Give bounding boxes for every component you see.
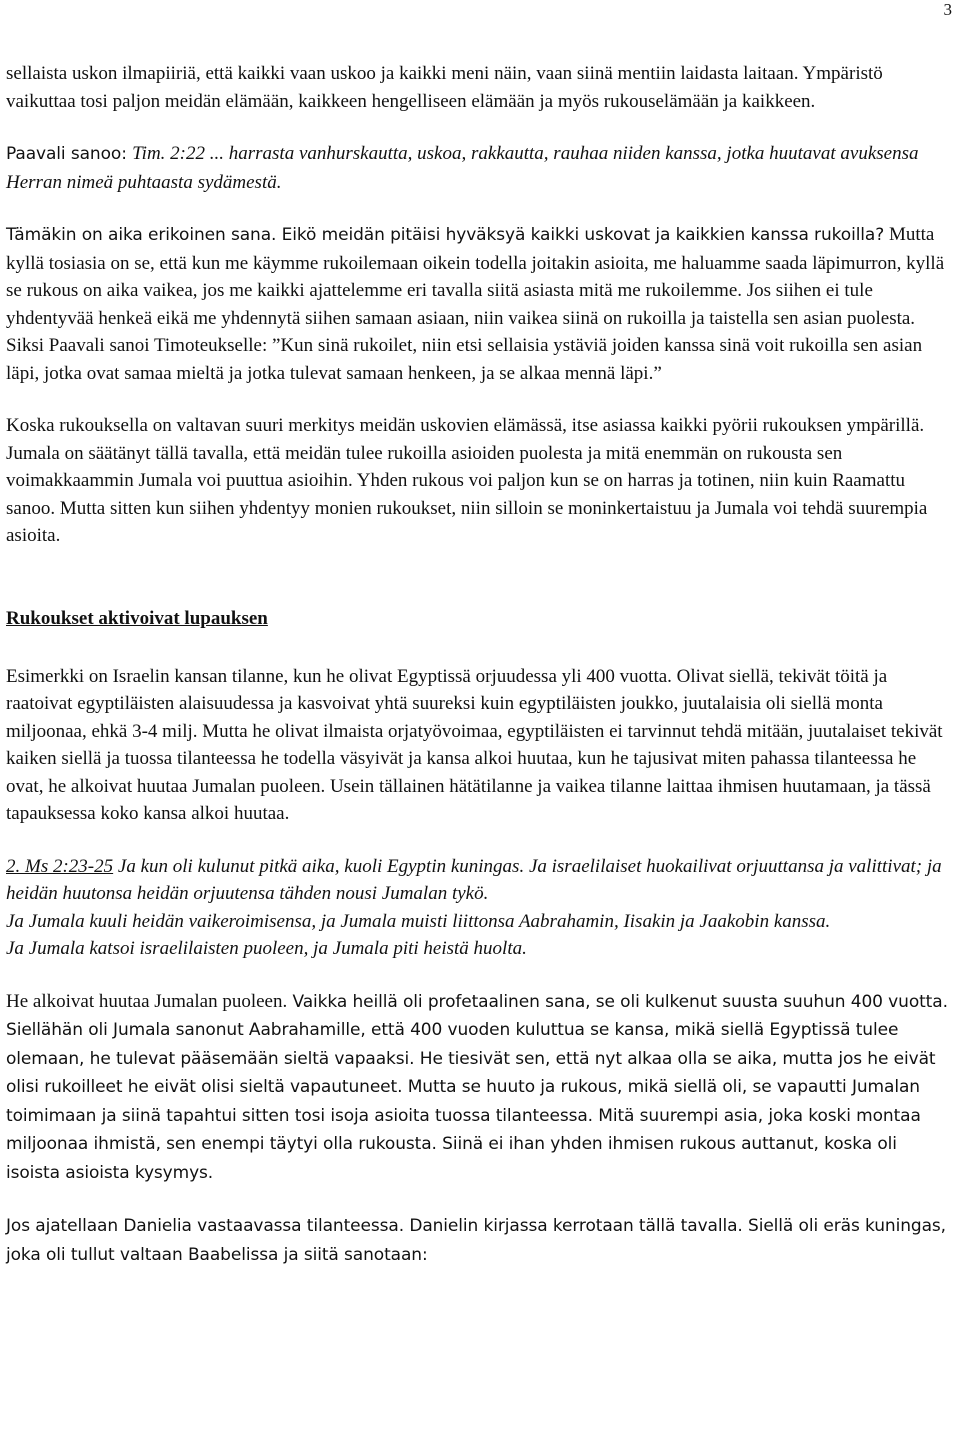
scripture-line-3: Ja Jumala katsoi israelilaisten puoleen, ja Jumala piti heistä huolta. — [6, 938, 527, 959]
paragraph-3 — [6, 221, 956, 387]
scripture-quote-tim: Tim. 2:22 ... harrasta vanhurskautta, uskoa, rakkautta, rauhaa niiden kanssa, jotka huutavat avuksensa Herran nimeä puhtaasta sydämestä. — [6, 143, 919, 193]
page-number: 3 — [943, 0, 952, 19]
paragraph-7 — [6, 1212, 956, 1269]
paragraph-6-serif: He alkoivat huutaa Jumalan puoleen. — [6, 990, 288, 1012]
paragraph-1: sellaista uskon ilmapiiriä, että kaikki vaan uskoo ja kaikki meni näin, vaan siinä mentiin laidasta laitaan. Ympäristö vaikuttaa tosi paljon meidän elämään, kaikkeen hengelliseen elämään ja myös rukouselämään ja kaikkeen. — [6, 63, 883, 112]
paragraph-7-text: Jos ajatellaan Danielia vastaavassa tilanteessa. Danielin kirjassa kerrotaan tällä tavalla. Siellä oli eräs kuningas, joka oli tullut valtaan Baabelissa ja siitä sanotaan: — [6, 1216, 946, 1265]
scripture-line-2: Ja Jumala kuuli heidän vaikeroimisensa, ja Jumala muisti liittonsa Aabrahamin, Iisakin ja Jaakobin kanssa. — [6, 910, 831, 932]
paragraph-2 — [6, 140, 956, 196]
paragraph-6 — [6, 988, 956, 1188]
paragraph-6-sans: Vaikka heillä oli profetaalinen sana, se oli kulkenut suusta suuhun 400 vuotta. Siellähän oli Jumala sanonut Aabrahamille, että 400 vuoden kuluttua se kansa, mikä siellä Egyptissä tulee olemaan, he tulevat pääsemään sieltä vapaaksi. He tiesivät sen, että nyt alkaa olla se aika, mutta jos he eivät olisi rukoilleet he eivät olisi sieltä vapautuneet. Mutta se huuto ja rukous, mikä siellä oli, se vapautti Jumalan toimimaan ja siinä tapahtui sitten tosi isoja asioita tuossa tilanteessa. Mitä suurempi asia, joka koski montaa miljoonaa ihmistä, sen enempi täytyi olla rukousta. Siinä ei ihan yhden ihmisen rukous auttanut, koska oli isoista asioista kysymys. — [6, 991, 948, 1183]
paragraph-5: Esimerkki on Israelin kansan tilanne, kun he olivat Egyptissä orjuudessa yli 400 vuotta. Olivat siellä, tekivät töitä ja raatoivat egyptiläisten alaisuudessa ja kasvoivat yhtä suureksi kuin egyptiläisten joukko, juutalaisia oli siellä monta miljoonaa, ehkä 3-4 milj. Mutta he olivat ilmaista orjatyövoimaa, egyptiläisten ei tarvinnut tehdä mitään, juutalaiset tekivät kaiken siellä ja tuossa tilanteessa he todella väsyivät ja kansa alkoi huutaa, kun he tajusivat miten pahassa tilanteessa he ovat, he alkoivat huutaa Jumalan puoleen. Usein tällainen hätätilanne ja vaikea tilanne laittaa ihmisen huutamaan, ja tässä tapauksessa koko kansa alkoi huutaa. — [6, 665, 943, 824]
section-heading: Rukoukset aktivoivat lupauksen — [6, 607, 268, 629]
paragraph-4: Koska rukouksella on valtavan suuri merkitys meidän uskovien elämässä, itse asiassa kaikki pyörii rukouksen ympärillä. Jumala on säätänyt tällä tavalla, että meidän tulee rukoilla asioiden puolesta ja mitä enemmän on rukousta sen voimakkaammin Jumala voi puuttua asioihin. Yhden rukous voi paljon kun se on harras ja totinen, niin kuin Raamattu sanoo. Mutta sitten kun siihen yhdentyy monien rukoukset, niin silloin se moninkertaistuu ja Jumala voi tehdä suurempia asioita. — [6, 415, 928, 546]
scripture-line-1 — [6, 853, 956, 908]
paragraph-3-serif: Mutta kyllä tosiasia on se, että kun me käymme rukoilemaan oikein todella joitakin asioita, me haluamme saada läpimurron, kyllä se rukous on aika vaikea, jos me kaikki ajattelemme eri tavalla siitä asiasta mitä me rukoilemme. Jos siihen ei tule yhdentyvää henkeä eikä me yhdennytä siihen samaan asiaan, niin vaikea siinä on rukoilla ja taistella sen asian puolesta. Siksi Paavali sanoi Timoteukselle: ”Kun sinä rukoilet, niin etsi sellaisia ystäviä joiden kanssa sinä voit rukoilla sen asian läpi, jotka ovat samaa mieltä ja jotka tulevat samaan henkeen, ja se alkaa mennä läpi.” — [6, 224, 945, 384]
scripture-reference: 2. Ms 2:23-25 — [6, 855, 114, 877]
scripture-block — [6, 853, 956, 963]
paragraph-2-lead: Paavali sanoo: — [6, 144, 133, 164]
document-body — [6, 60, 956, 1294]
scripture-text-1: Ja kun oli kulunut pitkä aika, kuoli Egyptin kuningas. Ja israelilaiset huokailivat orjuuttansa ja valittivat; ja heidän huutonsa heidän orjuutensa tähden nousi Jumalan tykö. — [6, 855, 942, 904]
paragraph-3-sans: Tämäkin on aika erikoinen sana. Eikö meidän pitäisi hyväksyä kaikki uskovat ja kaikkien kanssa rukoilla? — [6, 225, 885, 245]
